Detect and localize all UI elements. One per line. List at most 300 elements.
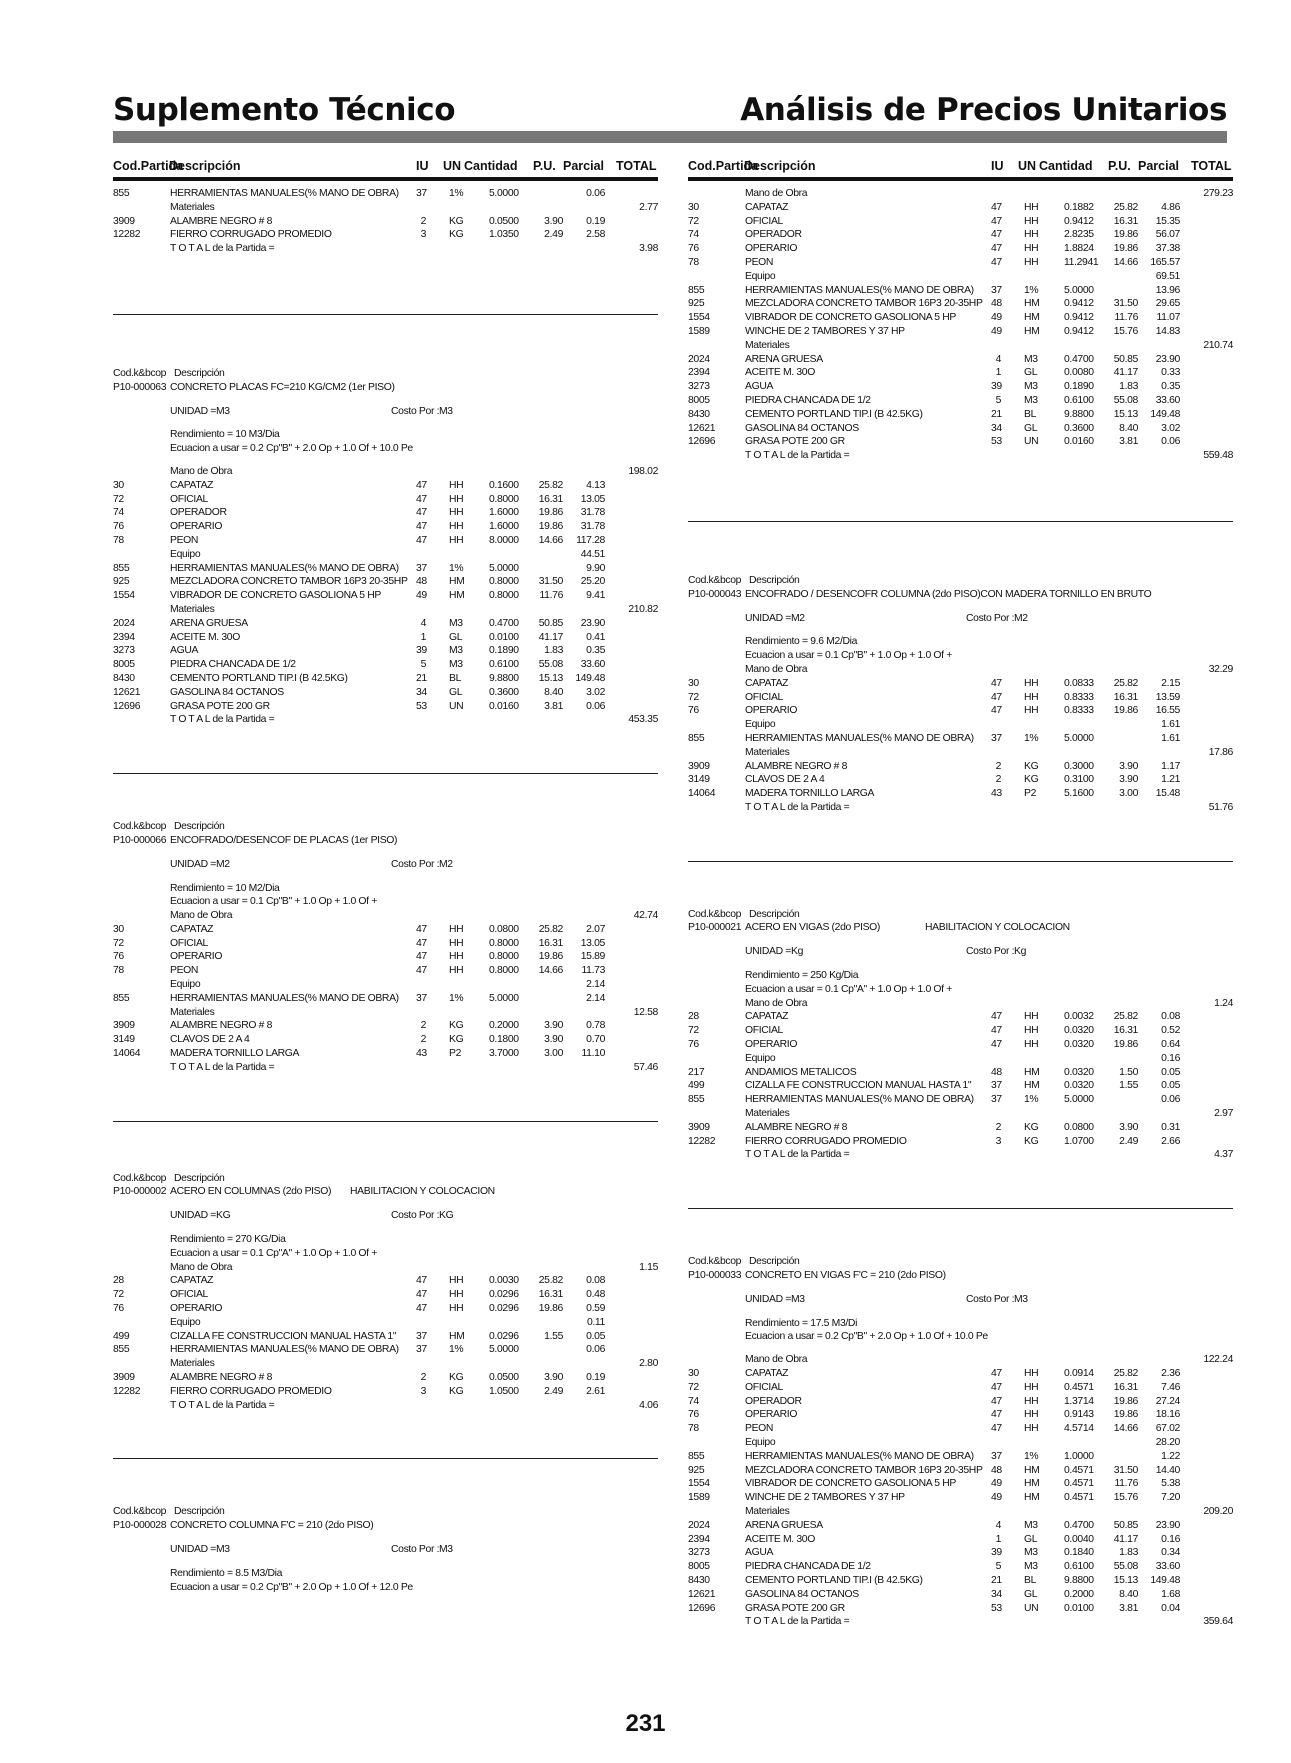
cell-iu: 4 (995, 1519, 1001, 1531)
cell-cant: 0.0320 (1064, 1080, 1094, 1092)
cell-desc: T O T A L de la Partida = (170, 714, 275, 726)
cell-cod: 12696 (113, 700, 141, 712)
ecuacion (113, 1247, 658, 1261)
cell-cant: 0.3100 (1064, 774, 1094, 786)
cell-cant: 0.1600 (489, 479, 519, 491)
table-row: 8005 PIEDRA CHANCADA DE 1/2 5 M3 0.6100 55.08 33.60 (113, 659, 605, 671)
cell-cant: 0.9412 (1064, 215, 1094, 227)
cell-un: HM (1024, 312, 1040, 324)
cell-cod: 925 (688, 298, 705, 310)
cell-un: HH (449, 1303, 464, 1315)
cell-iu: 3 (995, 1135, 1001, 1147)
table-row: 78 PEON 47 HH 8.0000 14.66 117.28 (113, 534, 605, 546)
cell-cant: 0.9412 (1064, 298, 1094, 310)
cell-un: HH (1024, 215, 1039, 227)
table-row: 72 OFICIAL 47 HH 0.8333 16.31 13.59 (688, 691, 1180, 703)
cell-desc: GASOLINA 84 OCTANOS (745, 1588, 859, 1600)
cell-cod: 78 (688, 256, 699, 268)
cell-desc: ARENA GRUESA (745, 353, 823, 365)
cell-desc: ALAMBRE NEGRO # 8 (170, 215, 273, 227)
cell-desc: Mano de Obra (170, 465, 233, 477)
table-row: 3149 CLAVOS DE 2 A 4 2 KG 0.1800 3.90 0.70 (113, 1034, 605, 1046)
table-row: 78 PEON 47 HH 11.2941 14.66 165.57 (688, 256, 1180, 268)
cell-un: HH (449, 951, 464, 963)
partida-code: P10-000043 (688, 588, 742, 600)
table-row: Equipo 0.16 (745, 1052, 1180, 1064)
costo-label: Costo Por : (966, 1293, 1015, 1305)
ecuacion-text: Ecuacion a usar = 0.1 Cp"B" + 1.0 Op + 1.0 Of + (170, 896, 377, 908)
cell-iu: 43 (416, 1048, 427, 1060)
cell-desc: VIBRADOR DE CONCRETO GASOLIONA 5 HP (745, 312, 957, 324)
cell-desc: Materiales (745, 1505, 790, 1517)
cell-cod: 12282 (113, 229, 141, 241)
cod-label: Cod.k&bcop (113, 821, 167, 833)
cell-cod: 72 (113, 493, 124, 505)
cell-cod: 1589 (688, 1492, 710, 1504)
cell-cant: 0.0500 (489, 1372, 519, 1384)
cell-iu: 47 (991, 705, 1002, 717)
cell-desc: OFICIAL (745, 691, 783, 703)
table-row: 78 PEON 47 HH 0.8000 14.66 11.73 (113, 965, 605, 977)
cell-cant: 0.8000 (489, 965, 519, 977)
header-desc: Descripción (744, 159, 816, 173)
title-rule (113, 131, 1227, 143)
cell-desc: Equipo (745, 719, 776, 731)
cell-cod: 8005 (688, 394, 710, 406)
cell-un: KG (1024, 1135, 1039, 1147)
header-pu: P.U. (1108, 159, 1131, 173)
table-row: T O T A L de la Partida = 51.76 (745, 801, 1233, 813)
cell-un: KG (449, 1372, 464, 1384)
partida-description: CONCRETO PLACAS FC=210 KG/CM2 (1er PISO) (170, 381, 395, 393)
header-pu: P.U. (533, 159, 556, 173)
cell-cant: 0.6100 (1064, 394, 1094, 406)
cell-cod: 12282 (688, 1135, 716, 1147)
cell-un: HH (1024, 1011, 1039, 1023)
cell-cant: 0.9412 (1064, 312, 1094, 324)
cell-cod: 12696 (688, 1602, 716, 1614)
table-row: 925 MEZCLADORA CONCRETO TAMBOR 16P3 20-35HP 48 HM 0.8000 31.50 25.20 (113, 576, 605, 588)
cell-cod: 1554 (688, 312, 710, 324)
cell-cant: 5.0000 (1064, 732, 1094, 744)
cell-desc: MADERA TORNILLO LARGA (745, 788, 875, 800)
cell-desc: T O T A L de la Partida = (745, 801, 850, 813)
cell-cant: 0.0160 (1064, 436, 1094, 448)
unidad-label: UNIDAD = (745, 612, 791, 624)
cell-desc: HERRAMIENTAS MANUALES(% MANO DE OBRA) (745, 1450, 974, 1462)
cell-desc: ALAMBRE NEGRO # 8 (745, 760, 848, 772)
table-row: 72 OFICIAL 47 HH 0.0296 16.31 0.48 (113, 1289, 605, 1301)
cell-desc: FIERRO CORRUGADO PROMEDIO (745, 1135, 907, 1147)
cell-cant: 0.8000 (489, 590, 519, 602)
ecuacion-text: Ecuacion a usar = 0.1 Cp"A" + 1.0 Op + 1.0 Of + (745, 983, 952, 995)
table-row: 76 OPERARIO 47 HH 0.0296 19.86 0.59 (113, 1303, 605, 1315)
cell-cod: 30 (113, 479, 124, 491)
cell-cant: 0.0100 (489, 631, 519, 643)
table-row: 12621 GASOLINA 84 OCTANOS 34 GL 0.2000 8.40 1.68 (688, 1588, 1180, 1600)
table-row: 74 OPERADOR 47 HH 1.6000 19.86 31.78 (113, 507, 605, 519)
cell-desc: Materiales (745, 1108, 790, 1120)
cell-cod: 74 (688, 229, 699, 241)
cell-cod: 855 (113, 562, 130, 574)
cell-cant: 0.4700 (1064, 353, 1094, 365)
cell-un: HH (1024, 1381, 1039, 1393)
costo-value: M3 (439, 1544, 453, 1555)
table-row: 30 CAPATAZ 47 HH 0.1882 25.82 4.86 (688, 201, 1180, 213)
costo-value: M3 (439, 405, 453, 417)
cell-iu: 34 (991, 1588, 1002, 1600)
cell-un: HH (449, 479, 464, 491)
table-row: 3909 ALAMBRE NEGRO # 8 2 KG 0.0500 3.90 0.19 (113, 1372, 605, 1384)
cell-un: M3 (1024, 1561, 1038, 1573)
unidad-line (688, 945, 1233, 959)
cell-desc: AGUA (745, 1547, 774, 1559)
cell-cod: 3909 (688, 1121, 710, 1133)
cell-cod: 72 (113, 1289, 124, 1301)
cell-iu: 47 (991, 1011, 1002, 1023)
cell-un: HH (449, 965, 464, 977)
cell-cant: 1.0700 (1064, 1135, 1094, 1147)
costo-value: M2 (439, 858, 453, 870)
cell-iu: 21 (416, 672, 427, 684)
cell-un: 1% (1024, 732, 1039, 744)
table-row: T O T A L de la Partida = 4.06 (170, 1399, 658, 1411)
cell-iu: 5 (995, 394, 1001, 406)
cell-cant: 0.9143 (1064, 1409, 1094, 1421)
table-row: 1589 WINCHE DE 2 TAMBORES Y 37 HP 49 HM 0.9412 15.76 14.83 (688, 325, 1180, 337)
cell-desc: OFICIAL (745, 1025, 783, 1037)
cell-desc: OFICIAL (745, 1381, 783, 1393)
page-number: 231 (625, 1710, 666, 1737)
cell-un: KG (449, 1020, 464, 1032)
table-row: Equipo 44.51 (170, 548, 605, 560)
cell-desc: GASOLINA 84 OCTANOS (745, 422, 859, 434)
cell-un: HM (1024, 1066, 1040, 1078)
cell-un: HH (449, 937, 464, 949)
unidad-label: UNIDAD = (745, 946, 791, 958)
cell-iu: 47 (416, 507, 427, 519)
cell-iu: 47 (416, 951, 427, 963)
cell-iu: 21 (991, 408, 1002, 420)
cell-desc: HERRAMIENTAS MANUALES(% MANO DE OBRA) (170, 562, 399, 574)
cell-cant: 0.4571 (1064, 1492, 1094, 1504)
table-row: Mano de Obra 32.29 (745, 663, 1233, 675)
cell-un: HH (1024, 256, 1039, 268)
table-row: Materiales 210.74 (745, 339, 1233, 351)
cell-un: KG (1024, 760, 1039, 772)
cell-cod: 30 (113, 923, 124, 935)
unidad-value: KG (216, 1210, 231, 1222)
cell-desc: OPERARIO (745, 705, 798, 717)
cell-desc: ACEITE M. 30O (745, 1533, 815, 1545)
cell-cant: 0.0160 (489, 700, 519, 712)
cell-cod: 217 (688, 1066, 705, 1078)
cell-un: 1% (1024, 1450, 1039, 1462)
ecuacion (688, 983, 1233, 997)
cell-un: HH (1024, 1423, 1039, 1435)
cell-desc: AGUA (170, 645, 199, 657)
cell-desc: GRASA POTE 200 GR (745, 1602, 845, 1614)
cell-iu: 2 (995, 774, 1001, 786)
cell-cant: 0.4700 (1064, 1519, 1094, 1531)
table-row: Materiales 2.97 (745, 1108, 1233, 1120)
cell-cod: 8005 (688, 1561, 710, 1573)
cell-desc: ALAMBRE NEGRO # 8 (745, 1121, 848, 1133)
table-row: Mano de Obra 1.15 (170, 1261, 658, 1273)
cell-desc: Mano de Obra (170, 1261, 233, 1273)
cell-cod: 855 (688, 1450, 705, 1462)
cell-iu: 47 (991, 243, 1002, 255)
cell-cant: 0.3600 (1064, 422, 1094, 434)
cell-cod: 30 (688, 1368, 699, 1380)
cell-cod: 74 (688, 1395, 699, 1407)
table-row: 3909 ALAMBRE NEGRO # 8 2 KG 0.0800 3.90 0.31 (688, 1121, 1180, 1133)
cell-cant: 5.0000 (1064, 284, 1094, 296)
table-row: 855 HERRAMIENTAS MANUALES(% MANO DE OBRA) 37 1% 5.0000 9.90 (113, 562, 605, 574)
costo-value: M2 (1014, 612, 1028, 624)
cell-desc: T O T A L de la Partida = (745, 1616, 850, 1628)
cell-cant: 1.6000 (489, 521, 519, 533)
cell-cod: 30 (688, 201, 699, 213)
cell-cant: 0.8000 (489, 951, 519, 963)
partida-code: P10-000063 (113, 381, 167, 393)
partida-description: ENCOFRADO / DESENCOFR COLUMNA (2do PISO)CON MADERA TORNILLO EN BRUTO (745, 588, 1152, 600)
cell-iu: 37 (416, 188, 427, 199)
table-row: 72 OFICIAL 47 HH 0.8000 16.31 13.05 (113, 937, 605, 949)
table-row: 2394 ACEITE M. 30O 1 GL 0.0080 41.17 0.33 (688, 367, 1180, 379)
cell-cant: 0.0800 (489, 923, 519, 935)
unidad-line (688, 1293, 1233, 1307)
unidad-line (113, 858, 658, 872)
cell-desc: PEON (170, 534, 199, 546)
header-cod: Cod.Partida (688, 159, 759, 173)
cell-cant: 0.1800 (489, 1034, 519, 1046)
cell-desc: Equipo (170, 548, 201, 560)
cell-desc: OPERADOR (745, 1395, 802, 1407)
cell-cod: 76 (113, 951, 124, 963)
partida-description: ENCOFRADO/DESENCOF DE PLACAS (1er PISO) (170, 834, 398, 846)
header-cod: Cod.Partida (113, 159, 184, 173)
cell-iu: 49 (991, 312, 1002, 324)
cell-iu: 53 (991, 1602, 1002, 1614)
cell-cant: 1.8824 (1064, 243, 1094, 255)
cell-un: 1% (1024, 284, 1039, 296)
cell-cant: 0.1840 (1064, 1547, 1094, 1559)
table-row: 2394 ACEITE M. 30O 1 GL 0.0100 41.17 0.41 (113, 631, 605, 643)
cell-desc: CEMENTO PORTLAND TIP.I (B 42.5KG) (745, 1574, 923, 1586)
cell-iu: 47 (416, 965, 427, 977)
cell-un: BL (1024, 1574, 1037, 1586)
cell-cod: 2394 (688, 1533, 710, 1545)
unidad-value: Kg (791, 946, 804, 958)
cell-iu: 49 (991, 1478, 1002, 1490)
cell-cod: 72 (688, 215, 699, 227)
desc-label: Descripción (749, 1256, 800, 1268)
cell-desc: Equipo (170, 1316, 201, 1328)
header-desc: Descripción (169, 159, 241, 173)
cell-cod: 28 (688, 1011, 699, 1023)
unidad-value: M3 (791, 1293, 805, 1305)
cell-un: HH (449, 521, 464, 533)
cell-cod: 2394 (113, 631, 135, 643)
cell-iu: 5 (995, 1561, 1001, 1573)
table-row: 74 OPERADOR 47 HH 2.8235 19.86 56.07 (688, 229, 1180, 241)
cell-desc: T O T A L de la Partida = (170, 1061, 275, 1073)
table-row: 2024 ARENA GRUESA 4 M3 0.4700 50.85 23.90 (688, 1519, 1180, 1531)
costo-value: M3 (1014, 1293, 1028, 1305)
cell-desc: OFICIAL (170, 937, 208, 949)
cell-cod: 12282 (113, 1385, 141, 1397)
cod-label: Cod.k&bcop (113, 1506, 167, 1518)
cell-cant: 9.8800 (1064, 408, 1094, 420)
cell-desc: CAPATAZ (745, 1368, 789, 1380)
cell-desc: Mano de Obra (745, 663, 808, 675)
cell-desc: MEZCLADORA CONCRETO TAMBOR 16P3 20-35HP (170, 576, 408, 588)
cell-cant: 5.0000 (489, 188, 519, 199)
cell-desc: Equipo (745, 1437, 776, 1448)
costo-value: KG (439, 1210, 454, 1222)
cell-un: M3 (1024, 394, 1038, 406)
cell-desc: Mano de Obra (170, 910, 233, 922)
cell-iu: 37 (991, 1080, 1002, 1092)
cell-desc: OPERARIO (745, 243, 798, 255)
cell-cant: 0.0100 (1064, 1602, 1094, 1614)
cell-cant: 0.0914 (1064, 1368, 1094, 1380)
unidad-value: M2 (216, 858, 230, 870)
cell-desc: WINCHE DE 2 TAMBORES Y 37 HP (745, 325, 905, 337)
cell-cant: 0.1890 (489, 645, 519, 657)
partida-description: ACERO EN VIGAS (2do PISO) (745, 922, 881, 934)
cell-cant: 0.3600 (489, 686, 519, 698)
cell-iu: 47 (991, 256, 1002, 268)
cell-desc: CAPATAZ (745, 677, 789, 689)
cell-un: KG (449, 1034, 464, 1046)
cell-iu: 47 (416, 1275, 427, 1287)
table-row: 76 OPERARIO 47 HH 0.8000 19.86 15.89 (113, 951, 605, 963)
unidad-label: UNIDAD = (170, 1210, 216, 1222)
cell-un: M3 (449, 645, 463, 657)
cell-desc: OFICIAL (170, 1289, 208, 1301)
partida-code: P10-000066 (113, 834, 167, 846)
cell-cod: 3149 (688, 774, 710, 786)
cod-label: Cod.k&bcop (688, 908, 742, 920)
header-iu: IU (991, 159, 1004, 173)
cell-un: HM (1024, 298, 1040, 310)
table-row: 72 OFICIAL 47 HH 0.4571 16.31 7.46 (688, 1381, 1180, 1393)
table-row: 925 MEZCLADORA CONCRETO TAMBOR 16P3 20-35HP 48 HM 0.9412 31.50 29.65 (688, 298, 1180, 310)
cell-desc: MEZCLADORA CONCRETO TAMBOR 16P3 20-35HP (745, 298, 983, 310)
cell-cod: 855 (688, 1094, 705, 1106)
table-row: 12696 GRASA POTE 200 GR 53 UN 0.0160 3.81 0.06 (688, 436, 1180, 448)
cell-desc: HERRAMIENTAS MANUALES(% MANO DE OBRA) (745, 732, 974, 744)
table-row: 72 OFICIAL 47 HH 0.9412 16.31 15.35 (688, 215, 1180, 227)
cell-cod: 1554 (688, 1478, 710, 1490)
cell-un: HH (1024, 705, 1039, 717)
rendimiento-text: Rendimiento = 270 KG/Dia (170, 1234, 286, 1246)
column-header (688, 159, 1233, 181)
table-row: 499 CIZALLA FE CONSTRUCCION MANUAL HASTA 1" 37 HM 0.0320 1.55 0.05 (688, 1080, 1180, 1092)
header-parcial: Parcial (563, 159, 605, 173)
cell-desc: GRASA POTE 200 GR (170, 700, 270, 712)
partida-extra: HABILITACION Y COLOCACION (350, 1186, 495, 1198)
cell-desc: OPERARIO (745, 1039, 798, 1051)
costo-label: Costo Por : (966, 946, 1015, 958)
header-un: UN (1018, 159, 1037, 173)
table-row: 12282 FIERRO CORRUGADO PROMEDIO 3 KG 1.0500 2.49 2.61 (113, 1385, 605, 1397)
cell-desc: Materiales (745, 746, 790, 758)
cell-desc: OPERARIO (170, 1303, 223, 1315)
table-row: 72 OFICIAL 47 HH 0.0320 16.31 0.52 (688, 1025, 1180, 1037)
right-column (688, 159, 1233, 1629)
cell-un: HH (449, 1289, 464, 1301)
cell-un: HH (1024, 1025, 1039, 1037)
ecuacion-text: Ecuacion a usar = 0.2 Cp"B" + 2.0 Op + 1.0 Of + 12.0 Pe (170, 1581, 413, 1593)
cell-cant: 0.8000 (489, 576, 519, 588)
cell-un: HM (1024, 1464, 1040, 1476)
cell-cant: 1.3714 (1064, 1395, 1094, 1407)
cell-cod: 2024 (688, 353, 710, 365)
cell-un: UN (1024, 1602, 1039, 1614)
cell-desc: Equipo (745, 270, 776, 282)
cell-desc: FIERRO CORRUGADO PROMEDIO (170, 1385, 332, 1397)
header-total: TOTAL (1191, 159, 1232, 173)
block-title (688, 588, 1233, 602)
cell-iu: 39 (991, 1547, 1002, 1559)
cell-cod: 925 (113, 576, 130, 588)
rendimiento-text: Rendimiento = 10 M3/Dia (170, 429, 280, 441)
block-title (113, 1185, 658, 1199)
cell-iu: 48 (991, 1464, 1002, 1476)
table-row: T O T A L de la Partida = 559.48 (745, 450, 1233, 462)
cell-un: P2 (449, 1048, 462, 1060)
cell-iu: 2 (420, 1372, 426, 1384)
partida-extra: HABILITACION Y COLOCACION (925, 922, 1070, 934)
cell-desc: Equipo (170, 979, 201, 991)
table-row: 78 PEON 47 HH 4.5714 14.66 67.02 (688, 1423, 1180, 1435)
rendimiento (688, 635, 1233, 649)
cell-cant: 0.0296 (489, 1330, 519, 1342)
block-title (113, 1519, 658, 1533)
cell-cod: 12621 (688, 422, 716, 434)
block-labels (688, 1255, 1233, 1269)
cell-iu: 47 (991, 677, 1002, 689)
cell-iu: 47 (416, 534, 427, 546)
cell-un: HM (1024, 1478, 1040, 1490)
cell-desc: PEON (745, 1423, 774, 1435)
cell-cant: 0.0320 (1064, 1025, 1094, 1037)
cell-un: HH (449, 923, 464, 935)
cell-desc: ACEITE M. 30O (745, 367, 815, 379)
ecuacion (688, 1330, 1233, 1344)
cell-iu: 1 (420, 631, 426, 643)
table-row: Materiales 17.86 (745, 746, 1233, 758)
cell-un: 1% (449, 992, 464, 1004)
cell-iu: 37 (991, 284, 1002, 296)
cell-un: HH (1024, 201, 1039, 213)
cell-cant: 0.6100 (1064, 1561, 1094, 1573)
cell-iu: 48 (416, 576, 427, 588)
cell-desc: T O T A L de la Partida = (745, 450, 850, 462)
cell-un: GL (449, 686, 463, 698)
cell-iu: 21 (991, 1574, 1002, 1586)
cell-un: M3 (1024, 353, 1038, 365)
table-row: 3273 AGUA 39 M3 0.1890 1.83 0.35 (688, 381, 1180, 393)
cell-cod: 12696 (688, 436, 716, 448)
table-row: T O T A L de la Partida = 3.98 (170, 243, 658, 255)
table-row: 12696 GRASA POTE 200 GR 53 UN 0.0160 3.81 0.06 (113, 700, 605, 712)
ecuacion-text: Ecuacion a usar = 0.1 Cp"B" + 1.0 Op + 1.0 Of + (745, 650, 952, 662)
cell-cant: 0.0040 (1064, 1533, 1094, 1545)
